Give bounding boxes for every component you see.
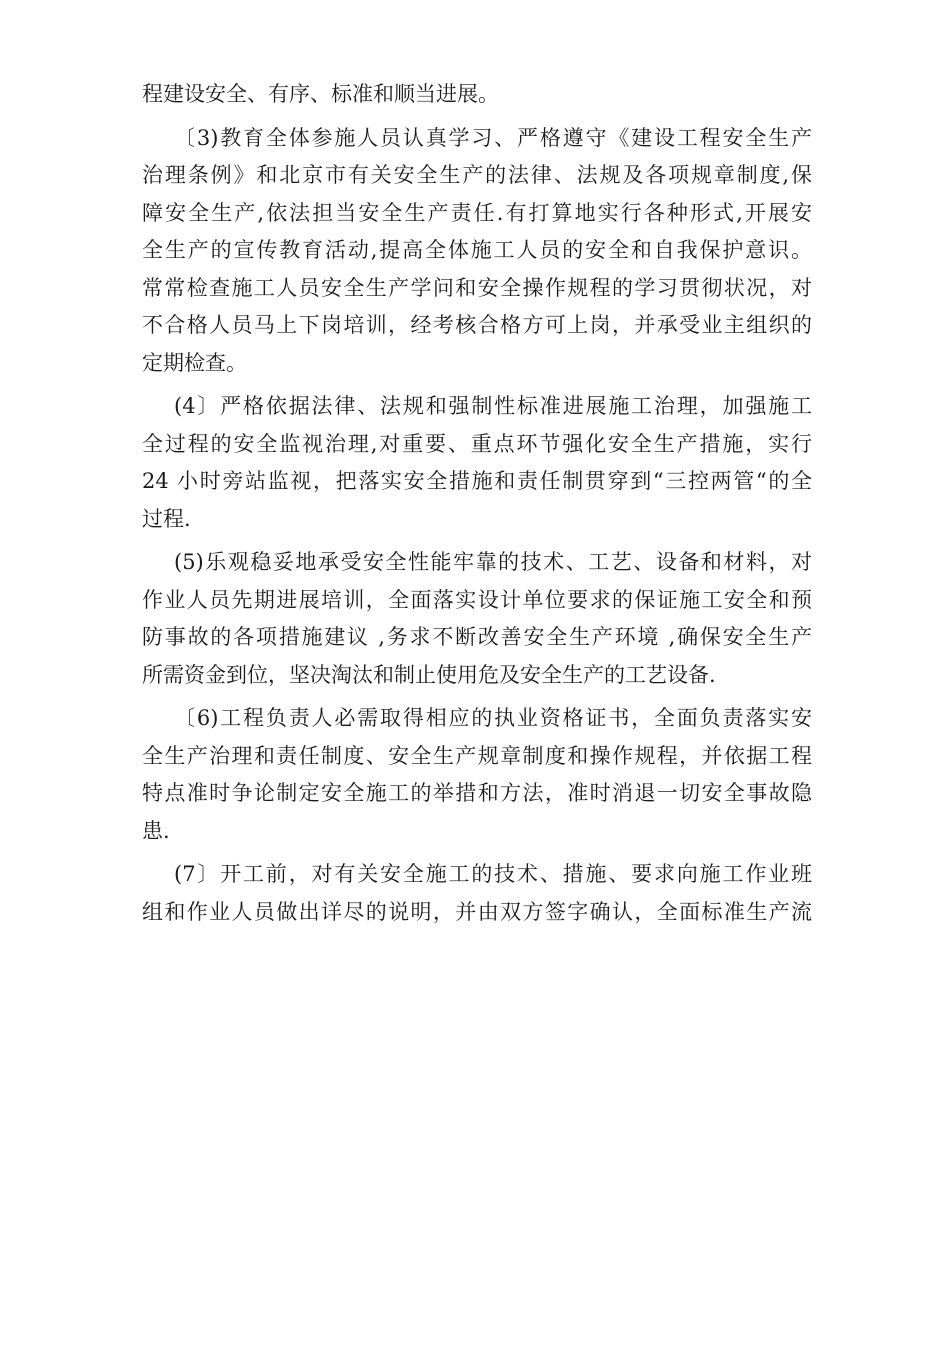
text-line: 〔6)工程负责人必需取得相应的执业资格证书，全面负责落实安: [174, 706, 812, 730]
text-line: 治理条例》和北京市有关安全生产的法律、法规及各项规章制度,保: [142, 163, 812, 187]
text-line: 防事故的各项措施建议 ,务求不断改善安全生产环境 ,确保安全生产: [142, 625, 812, 649]
text-line: 障安全生产,依法担当安全生产责任.有打算地实行各种形式,开展安: [142, 200, 812, 225]
text-line: 定期检查。: [142, 350, 247, 375]
text-line: 全生产治理和责任制度、安全生产规章制度和操作规程，并依据工程: [142, 743, 812, 768]
paragraph-p-7: [142, 856, 812, 931]
text-line: 程建设安全、有序、标准和顺当进展。: [142, 82, 499, 106]
text-line: 患.: [142, 818, 170, 843]
text-line: 组和作业人员做出详尽的说明，并由双方签字确认，全面标准生产流: [142, 899, 812, 924]
text-line: (4〕严格依据法律、法规和强制性标准进展施工治理，加强施工: [174, 394, 812, 418]
paragraph-p-3: [142, 120, 812, 383]
text-line: 特点准时争论制定安全施工的举措和方法，准时消退一切安全事故隐: [142, 781, 812, 805]
paragraph-p-5: [142, 544, 812, 694]
text-line: 〔3)教育全体参施人员认真学习、严格遵守《建设工程安全生产: [174, 125, 812, 150]
text-line: (7〕开工前，对有关安全施工的技术、措施、要求向施工作业班: [174, 862, 812, 886]
text-line: 所需资金到位，坚决淘汰和制止使用危及安全生产的工艺设备.: [142, 662, 716, 687]
paragraph-p-6: [142, 700, 812, 850]
text-line: 24 小时旁站监视，把落实安全措施和责任制贯穿到“三控两管“的全: [142, 469, 812, 493]
text-line: 不合格人员马上下岗培训，经考核合格方可上岗，并承受业主组织的: [142, 313, 812, 337]
paragraph-p-intro: [142, 76, 812, 114]
text-line: 常常检查施工人员安全生产学问和安全操作规程的学习贯彻状况，对: [142, 275, 812, 300]
text-line: (5)乐观稳妥地承受安全性能牢靠的技术、工艺、设备和材料，对: [174, 550, 812, 574]
paragraph-p-4: [142, 388, 812, 538]
text-line: 全过程的安全监视治理,对重要、重点环节强化安全生产措施，实行: [142, 431, 812, 456]
text-line: 过程.: [142, 506, 191, 531]
text-line: 作业人员先期进展培训，全面落实设计单位要求的保证施工安全和预: [142, 587, 812, 612]
body-text: [142, 76, 812, 931]
text-line: 全生产的宣传教育活动,提高全体施工人员的安全和自我保护意识。: [142, 238, 812, 262]
